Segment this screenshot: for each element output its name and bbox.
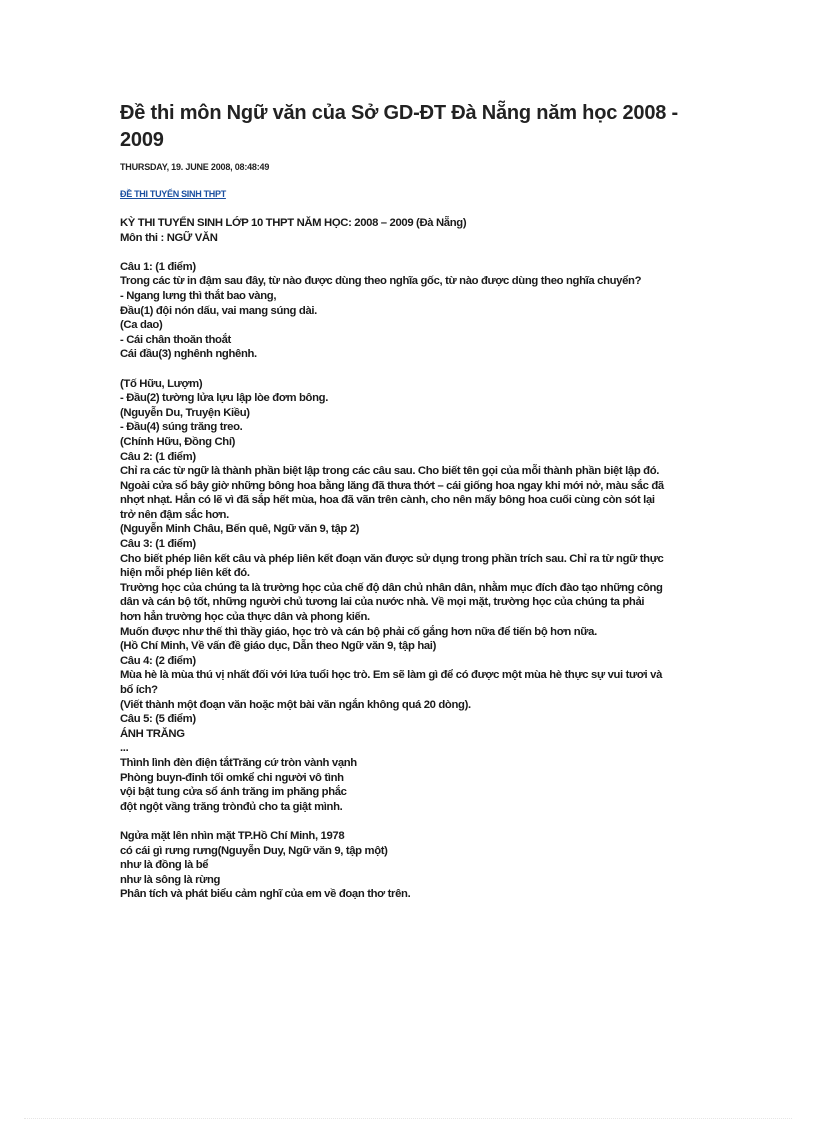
- body-line: - Cái chân thoăn thoắt: [120, 333, 231, 346]
- body-line: Câu 1: (1 điểm): [120, 260, 196, 273]
- page-divider: [24, 1118, 792, 1119]
- body-line: bổ ích?: [120, 684, 158, 696]
- body-line: đột ngột vầng trăng trònđủ cho ta giật mình.: [120, 800, 343, 813]
- body-line: ...: [120, 742, 129, 755]
- body-line: - Đầu(4) súng trăng treo.: [120, 421, 243, 434]
- category-link[interactable]: ĐỀ THI TUYỂN SINH THPT: [120, 189, 226, 199]
- body-line: Muốn được như thế thì thầy giáo, học trò và cán bộ phải cố gắng hơn nữa để tiến bộ hơn nữa.: [120, 625, 597, 638]
- body-line: KỲ THI TUYỂN SINH LỚP 10 THPT NĂM HỌC: 2008 – 2009 (Đà Nẵng): [120, 217, 467, 229]
- body-line: Câu 4: (2 điểm): [120, 654, 196, 667]
- article-title: Đề thi môn Ngữ văn của Sở GD-ĐT Đà Nẵng năm học 2008 - 2009: [120, 102, 678, 151]
- body-line: Câu 3: (1 điểm): [120, 538, 196, 551]
- body-line: nhợt nhạt. Hẳn có lẽ vì đã sắp hết mùa, hoa đã vãn trên cành, cho nên mấy bông hoa cuối cùng còn sót lại: [120, 494, 655, 507]
- body-line: Ngửa mặt lên nhìn mặt TP.Hồ Chí Minh, 1978: [120, 829, 345, 842]
- body-line: Câu 2: (1 điểm): [120, 450, 196, 463]
- body-line: Mùa hè là mùa thú vị nhất đối với lứa tuổi học trò. Em sẽ làm gì để có được một mùa hè thực sự vui tươi và: [120, 669, 662, 682]
- body-line: Phòng buyn-đinh tối omkể chi người vô tình: [120, 771, 344, 784]
- article: [120, 100, 710, 902]
- body-line: (Nguyễn Du, Truyện Kiều): [120, 406, 250, 419]
- body-line: (Hồ Chí Minh, Về vấn đề giáo dục, Dẫn theo Ngữ văn 9, tập hai): [120, 640, 437, 653]
- body-line: hơn hẳn trường học của thực dân và phong kiến.: [120, 611, 370, 624]
- body-line: Môn thi : NGỮ VĂN: [120, 231, 218, 244]
- body-line: (Nguyễn Minh Châu, Bến quê, Ngữ văn 9, tập 2): [120, 523, 360, 536]
- body-line: dân và cán bộ tốt, những người chủ tương lai của nước nhà. Về mọi mặt, trường học của chúng ta phải: [120, 596, 645, 609]
- body-line: - Đầu(2) tường lửa lựu lập lòe đơm bông.: [120, 392, 328, 405]
- body-line: Cái đầu(3) nghênh nghênh.: [120, 348, 257, 361]
- body-line: [120, 814, 710, 829]
- body-line: (Tố Hữu, Lượm): [120, 377, 203, 390]
- body-line: Thình lình đèn điện tắtTrăng cứ tròn vành vạnh: [120, 756, 357, 769]
- article-date: THURSDAY, 19. JUNE 2008, 08:48:49: [120, 162, 270, 172]
- body-line: hiện mỗi phép liên kết đó.: [120, 567, 250, 580]
- body-line: Trường học của chúng ta là trường học của chế độ dân chủ nhân dân, nhằm mục đích đào tạo những công: [120, 581, 663, 594]
- body-line: Phân tích và phát biểu cảm nghĩ của em về đoạn thơ trên.: [120, 888, 411, 901]
- body-line: như là đồng là bể: [120, 859, 209, 872]
- body-line: - Ngang lưng thì thắt bao vàng,: [120, 289, 277, 302]
- body-line: [120, 245, 710, 260]
- body-line: Cho biết phép liên kết câu và phép liên kết đoạn văn được sử dụng trong phần trích sau. Chỉ ra từ ngữ thực: [120, 552, 664, 565]
- body-line: như là sông là rừng: [120, 873, 221, 886]
- body-line: trở nên đậm sắc hơn.: [120, 508, 229, 521]
- body-line: Đầu(1) đội nón dấu, vai mang súng dài.: [120, 304, 317, 317]
- body-line: Ngoài cửa sổ bây giờ những bông hoa bằng lăng đã thưa thớt – cái giống hoa ngay khi mới nở, màu sắc đã: [120, 479, 664, 492]
- body-line: [120, 362, 710, 377]
- body-line: vội bật tung cửa sổ ánh trăng im phăng phắc: [120, 786, 347, 799]
- body-line: (Viết thành một đoạn văn hoặc một bài văn ngắn không quá 20 dòng).: [120, 698, 471, 711]
- body-line: Trong các từ in đậm sau đây, từ nào được dùng theo nghĩa gốc, từ nào được dùng theo nghĩa chuyển?: [120, 275, 642, 288]
- body-line: ÁNH TRĂNG: [120, 727, 185, 740]
- body-line: (Ca dao): [120, 319, 163, 332]
- body-line: (Chính Hữu, Đồng Chí): [120, 435, 236, 448]
- article-body: [120, 216, 710, 902]
- body-line: Chỉ ra các từ ngữ là thành phần biệt lập trong các câu sau. Cho biết tên gọi của mỗi thành phần biệt lập đó.: [120, 465, 660, 478]
- body-line: Câu 5: (5 điểm): [120, 713, 196, 726]
- body-line: có cái gì rưng rưng(Nguyễn Duy, Ngữ văn 9, tập một): [120, 844, 388, 857]
